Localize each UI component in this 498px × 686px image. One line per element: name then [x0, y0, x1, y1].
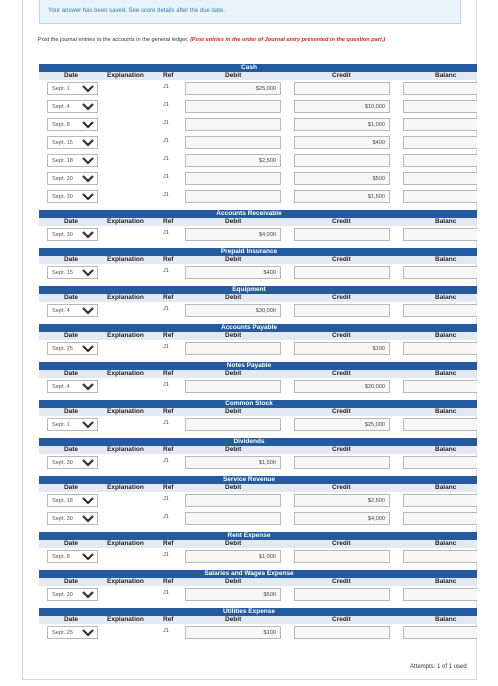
ledger-row	[39, 134, 479, 152]
ledger-row	[39, 80, 479, 98]
date-select[interactable]	[47, 550, 98, 563]
col-credit: Credit	[332, 72, 351, 79]
explanation-field	[103, 380, 155, 393]
col-ref: Ref	[163, 540, 174, 547]
ledger-account	[39, 210, 479, 244]
ledger-header	[39, 476, 479, 492]
col-balance: Balanc	[435, 484, 457, 491]
credit-input[interactable]: $1,500	[294, 190, 390, 203]
ledger-header	[39, 248, 479, 264]
ledger-account	[39, 438, 479, 472]
balance-input[interactable]	[403, 550, 479, 563]
credit-input[interactable]	[294, 626, 390, 639]
credit-input[interactable]	[294, 154, 390, 167]
debit-input[interactable]	[185, 100, 281, 113]
ref-value: J1	[163, 138, 169, 144]
ledger-header	[39, 324, 479, 340]
col-date: Date	[63, 578, 79, 585]
date-value: Sept. 25	[52, 630, 73, 636]
explanation-field	[103, 304, 155, 317]
col-debit: Debit	[225, 408, 242, 415]
explanation-field	[103, 494, 155, 507]
ledger-header	[39, 210, 479, 226]
explanation-field	[103, 266, 155, 279]
column-headers	[39, 72, 479, 80]
col-explanation: Explanation	[107, 72, 144, 79]
col-credit: Credit	[332, 218, 351, 225]
ledger-header	[39, 400, 479, 416]
col-date: Date	[63, 332, 79, 339]
ledger-row	[39, 98, 479, 116]
credit-input[interactable]: $4,000	[294, 512, 390, 525]
ref-value: J1	[163, 102, 169, 108]
credit-input[interactable]: $100	[294, 342, 390, 355]
chevron-down-icon	[82, 421, 94, 429]
date-select[interactable]	[47, 172, 98, 185]
col-date: Date	[63, 408, 79, 415]
chevron-down-icon	[82, 553, 94, 561]
ref-value: J1	[163, 590, 169, 596]
balance-input[interactable]	[403, 154, 479, 167]
chevron-down-icon	[82, 459, 94, 467]
credit-input[interactable]: $10,000	[294, 100, 390, 113]
col-ref: Ref	[163, 332, 174, 339]
ledger-row	[39, 624, 479, 642]
explanation-field	[103, 626, 155, 639]
chevron-down-icon	[82, 175, 94, 183]
col-date: Date	[63, 540, 79, 547]
credit-input[interactable]	[294, 456, 390, 469]
chevron-down-icon	[82, 497, 94, 505]
account-name: Accounts Payable	[221, 324, 277, 331]
explanation-field	[103, 228, 155, 241]
column-headers	[39, 578, 479, 586]
explanation-field	[103, 172, 155, 185]
credit-input[interactable]	[294, 266, 390, 279]
chevron-down-icon	[82, 629, 94, 637]
column-headers	[39, 446, 479, 454]
col-balance: Balanc	[435, 540, 457, 547]
col-balance: Balanc	[435, 256, 457, 263]
debit-input[interactable]: $25,000	[185, 82, 281, 95]
credit-input[interactable]: $400	[294, 136, 390, 149]
col-ref: Ref	[163, 578, 174, 585]
ref-value: J1	[163, 306, 169, 312]
date-value: Sept. 30	[52, 460, 73, 466]
ref-value: J1	[163, 514, 169, 520]
ref-value: J1	[163, 496, 169, 502]
date-select[interactable]	[47, 190, 98, 203]
col-ref: Ref	[163, 616, 174, 623]
explanation-field	[103, 342, 155, 355]
credit-input[interactable]	[294, 304, 390, 317]
ledger-header	[39, 438, 479, 454]
ledger-row	[39, 116, 479, 134]
col-ref: Ref	[163, 408, 174, 415]
debit-input[interactable]	[185, 494, 281, 507]
balance-input[interactable]	[403, 588, 479, 601]
attempts-counter: Attempts: 1 of 1 used	[410, 664, 467, 670]
ledger-row	[39, 152, 479, 170]
col-date: Date	[63, 484, 79, 491]
col-credit: Credit	[332, 370, 351, 377]
ledger-row	[39, 454, 479, 472]
explanation-field	[103, 190, 155, 203]
col-explanation: Explanation	[107, 578, 144, 585]
date-value: Sept. 8	[52, 122, 70, 128]
explanation-field	[103, 512, 155, 525]
date-select[interactable]	[47, 456, 98, 469]
account-name: Equipment	[232, 286, 266, 293]
debit-input[interactable]: $4,000	[185, 228, 281, 241]
ledger-header	[39, 362, 479, 378]
col-debit: Debit	[225, 578, 242, 585]
chevron-down-icon	[82, 515, 94, 523]
explanation-field	[103, 550, 155, 563]
col-debit: Debit	[225, 370, 242, 377]
ledger-account	[39, 362, 479, 396]
debit-input[interactable]: $400	[185, 266, 281, 279]
balance-input[interactable]	[403, 172, 479, 185]
debit-input[interactable]: $100	[185, 626, 281, 639]
col-credit: Credit	[332, 484, 351, 491]
col-debit: Debit	[225, 256, 242, 263]
date-value: Sept. 15	[52, 140, 73, 146]
credit-input[interactable]	[294, 550, 390, 563]
col-credit: Credit	[332, 332, 351, 339]
col-date: Date	[63, 294, 79, 301]
ledger-row	[39, 340, 479, 358]
column-headers	[39, 294, 479, 302]
col-debit: Debit	[225, 332, 242, 339]
ref-value: J1	[163, 268, 169, 274]
explanation-field	[103, 118, 155, 131]
instructions-emphasis: (Post entries in the order of Journal entry presented in the question part.)	[190, 37, 386, 43]
col-balance: Balanc	[435, 446, 457, 453]
credit-input[interactable]: $500	[294, 172, 390, 185]
account-name: Salaries and Wages Expense	[204, 570, 294, 577]
ref-value: J1	[163, 552, 169, 558]
date-select[interactable]	[47, 342, 98, 355]
date-select[interactable]	[47, 494, 98, 507]
col-credit: Credit	[332, 540, 351, 547]
col-debit: Debit	[225, 72, 242, 79]
date-select[interactable]	[47, 626, 98, 639]
date-select[interactable]	[47, 228, 98, 241]
col-ref: Ref	[163, 256, 174, 263]
debit-input[interactable]	[185, 418, 281, 431]
balance-input[interactable]	[403, 304, 479, 317]
date-value: Sept. 30	[52, 516, 73, 522]
date-select[interactable]	[47, 380, 98, 393]
debit-input[interactable]	[185, 512, 281, 525]
chevron-down-icon	[82, 139, 94, 147]
date-value: Sept. 4	[52, 308, 70, 314]
column-headers	[39, 616, 479, 624]
date-value: Sept. 18	[52, 158, 73, 164]
col-balance: Balanc	[435, 294, 457, 301]
explanation-field	[103, 82, 155, 95]
explanation-field	[103, 588, 155, 601]
ledger-row	[39, 188, 479, 206]
col-explanation: Explanation	[107, 484, 144, 491]
column-headers	[39, 408, 479, 416]
col-debit: Debit	[225, 446, 242, 453]
ledger-account	[39, 476, 479, 528]
ledger-row	[39, 226, 479, 244]
ref-value: J1	[163, 382, 169, 388]
date-value: Sept. 8	[52, 554, 70, 560]
ledger-account	[39, 608, 479, 642]
debit-input[interactable]	[185, 342, 281, 355]
date-select[interactable]	[47, 82, 98, 95]
col-credit: Credit	[332, 408, 351, 415]
col-balance: Balanc	[435, 72, 457, 79]
col-explanation: Explanation	[107, 616, 144, 623]
account-name: Rent Expense	[227, 532, 271, 539]
date-value: Sept. 30	[52, 194, 73, 200]
date-select[interactable]	[47, 154, 98, 167]
col-credit: Credit	[332, 294, 351, 301]
instructions-text: Post the journal entries to the accounts in the general ledger.	[38, 37, 191, 43]
col-balance: Balanc	[435, 370, 457, 377]
ref-value: J1	[163, 192, 169, 198]
ledger-account	[39, 248, 479, 282]
date-select[interactable]	[47, 266, 98, 279]
col-explanation: Explanation	[107, 370, 144, 377]
question-panel	[22, 0, 477, 680]
ledger-account	[39, 324, 479, 358]
balance-input[interactable]	[403, 626, 479, 639]
balance-input[interactable]	[403, 100, 479, 113]
col-explanation: Explanation	[107, 294, 144, 301]
col-explanation: Explanation	[107, 540, 144, 547]
date-value: Sept. 4	[52, 384, 70, 390]
col-credit: Credit	[332, 256, 351, 263]
col-date: Date	[63, 256, 79, 263]
ledger-account	[39, 532, 479, 566]
ledger-row	[39, 586, 479, 604]
chevron-down-icon	[82, 85, 94, 93]
account-name: Common Stock	[225, 400, 273, 407]
col-explanation: Explanation	[107, 332, 144, 339]
credit-input[interactable]: $25,000	[294, 418, 390, 431]
col-balance: Balanc	[435, 616, 457, 623]
ledger-row	[39, 378, 479, 396]
col-debit: Debit	[225, 616, 242, 623]
ledger-account	[39, 570, 479, 604]
ledger-row	[39, 302, 479, 320]
ledger-row	[39, 510, 479, 528]
column-headers	[39, 256, 479, 264]
ref-value: J1	[163, 156, 169, 162]
col-ref: Ref	[163, 484, 174, 491]
debit-input[interactable]: $1,000	[185, 550, 281, 563]
col-date: Date	[63, 72, 79, 79]
ref-value: J1	[163, 344, 169, 350]
credit-input[interactable]: $1,000	[294, 118, 390, 131]
account-name: Prepaid Insurance	[220, 248, 278, 255]
balance-input[interactable]	[403, 512, 479, 525]
ledger-header	[39, 64, 479, 80]
saved-notice	[39, 0, 461, 24]
col-credit: Credit	[332, 446, 351, 453]
date-value: Sept. 25	[52, 346, 73, 352]
date-value: Sept. 1	[52, 422, 70, 428]
account-name: Service Revenue	[222, 476, 276, 483]
col-date: Date	[63, 446, 79, 453]
col-balance: Balanc	[435, 408, 457, 415]
column-headers	[39, 540, 479, 548]
ledger-header	[39, 608, 479, 624]
ledger-row	[39, 492, 479, 510]
chevron-down-icon	[82, 103, 94, 111]
instructions	[38, 36, 458, 44]
ledger-header	[39, 286, 479, 302]
col-balance: Balanc	[435, 332, 457, 339]
balance-input[interactable]	[403, 136, 479, 149]
debit-input[interactable]	[185, 380, 281, 393]
balance-input[interactable]	[403, 456, 479, 469]
explanation-field	[103, 418, 155, 431]
chevron-down-icon	[82, 307, 94, 315]
explanation-field	[103, 456, 155, 469]
balance-input[interactable]	[403, 494, 479, 507]
date-value: Sept. 18	[52, 498, 73, 504]
col-explanation: Explanation	[107, 218, 144, 225]
col-debit: Debit	[225, 484, 242, 491]
ledger-row	[39, 548, 479, 566]
credit-input[interactable]	[294, 588, 390, 601]
col-explanation: Explanation	[107, 256, 144, 263]
column-headers	[39, 370, 479, 378]
date-value: Sept. 4	[52, 104, 70, 110]
col-debit: Debit	[225, 540, 242, 547]
balance-input[interactable]	[403, 228, 479, 241]
date-value: Sept. 20	[52, 592, 73, 598]
ref-value: J1	[163, 628, 169, 634]
ref-value: J1	[163, 458, 169, 464]
chevron-down-icon	[82, 591, 94, 599]
debit-input[interactable]: $500	[185, 588, 281, 601]
debit-input[interactable]	[185, 118, 281, 131]
balance-input[interactable]	[403, 190, 479, 203]
balance-input[interactable]	[403, 342, 479, 355]
ref-value: J1	[163, 84, 169, 90]
credit-input[interactable]	[294, 82, 390, 95]
ledger-account	[39, 286, 479, 320]
chevron-down-icon	[82, 345, 94, 353]
col-ref: Ref	[163, 218, 174, 225]
balance-input[interactable]	[403, 380, 479, 393]
account-name: Dividends	[233, 438, 265, 445]
col-explanation: Explanation	[107, 408, 144, 415]
col-debit: Debit	[225, 218, 242, 225]
debit-input[interactable]	[185, 136, 281, 149]
account-name: Utilities Expense	[222, 608, 276, 615]
col-explanation: Explanation	[107, 446, 144, 453]
credit-input[interactable]: $2,500	[294, 494, 390, 507]
column-headers	[39, 484, 479, 492]
account-name: Cash	[241, 64, 257, 71]
ledger-account	[39, 400, 479, 434]
debit-input[interactable]: $30,000	[185, 304, 281, 317]
col-balance: Balanc	[435, 218, 457, 225]
date-value: Sept. 15	[52, 270, 73, 276]
date-select[interactable]	[47, 304, 98, 317]
col-credit: Credit	[332, 616, 351, 623]
ledger-header	[39, 532, 479, 548]
date-select[interactable]	[47, 136, 98, 149]
credit-input[interactable]	[294, 228, 390, 241]
debit-input[interactable]: $2,500	[185, 154, 281, 167]
date-select[interactable]	[47, 418, 98, 431]
balance-input[interactable]	[403, 82, 479, 95]
col-ref: Ref	[163, 72, 174, 79]
date-select[interactable]	[47, 588, 98, 601]
explanation-field	[103, 100, 155, 113]
col-debit: Debit	[225, 294, 242, 301]
ledger-row	[39, 264, 479, 282]
col-date: Date	[63, 616, 79, 623]
col-ref: Ref	[163, 294, 174, 301]
debit-input[interactable]	[185, 172, 281, 185]
ref-value: J1	[163, 174, 169, 180]
date-value: Sept. 20	[52, 176, 73, 182]
account-name: Accounts Receivable	[216, 210, 282, 217]
debit-input[interactable]: $1,500	[185, 456, 281, 469]
saved-notice-text: Your answer has been saved. See score details after the due date.	[48, 8, 225, 14]
col-balance: Balanc	[435, 578, 457, 585]
ledger-row	[39, 416, 479, 434]
ref-value: J1	[163, 230, 169, 236]
col-ref: Ref	[163, 370, 174, 377]
chevron-down-icon	[82, 157, 94, 165]
chevron-down-icon	[82, 121, 94, 129]
ledger-account	[39, 64, 479, 206]
balance-input[interactable]	[403, 418, 479, 431]
chevron-down-icon	[82, 269, 94, 277]
col-date: Date	[63, 218, 79, 225]
explanation-field	[103, 154, 155, 167]
col-ref: Ref	[163, 446, 174, 453]
ledger-header	[39, 570, 479, 586]
date-select[interactable]	[47, 100, 98, 113]
chevron-down-icon	[82, 193, 94, 201]
ref-value: J1	[163, 120, 169, 126]
column-headers	[39, 218, 479, 226]
col-credit: Credit	[332, 578, 351, 585]
column-headers	[39, 332, 479, 340]
chevron-down-icon	[82, 231, 94, 239]
ref-value: J1	[163, 420, 169, 426]
account-name: Notes Payable	[226, 362, 272, 369]
chevron-down-icon	[82, 383, 94, 391]
date-value: Sept. 1	[52, 86, 70, 92]
balance-input[interactable]	[403, 118, 479, 131]
debit-input[interactable]	[185, 190, 281, 203]
date-select[interactable]	[47, 118, 98, 131]
ledger-row	[39, 170, 479, 188]
explanation-field	[103, 136, 155, 149]
col-date: Date	[63, 370, 79, 377]
balance-input[interactable]	[403, 266, 479, 279]
right-edge	[477, 0, 498, 686]
date-select[interactable]	[47, 512, 98, 525]
date-value: Sept. 30	[52, 232, 73, 238]
credit-input[interactable]: $20,000	[294, 380, 390, 393]
